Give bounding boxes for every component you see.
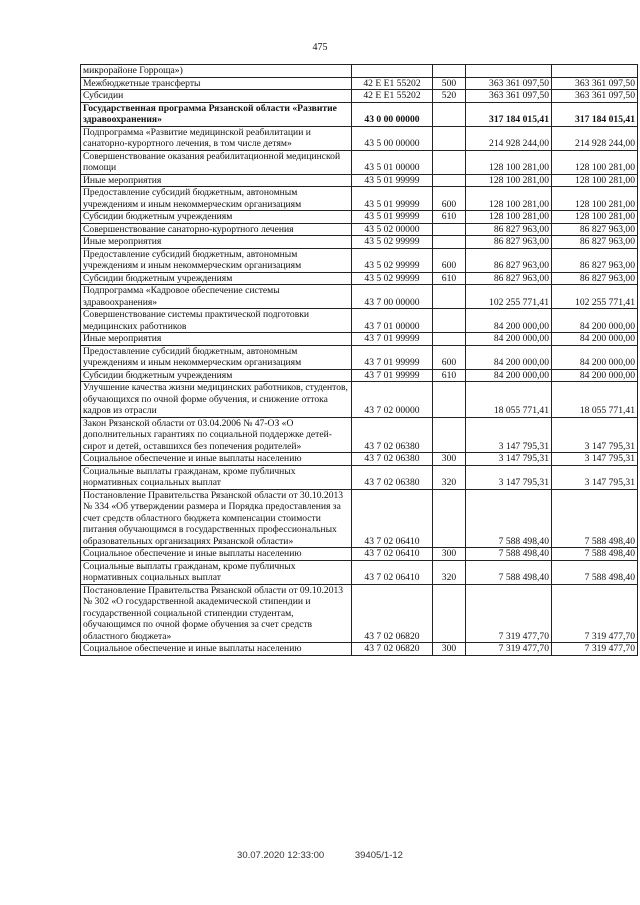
row-expense-type-cell	[433, 126, 466, 150]
row-code-cell	[352, 65, 433, 78]
row-code-cell: 43 7 01 99999	[352, 369, 433, 382]
budget-table-body	[81, 65, 638, 656]
row-name-cell: Субсидии бюджетным учреждениям	[81, 272, 352, 285]
row-name-cell: Государственная программа Рязанской области «Развитие здравоохранения»	[81, 102, 352, 126]
row-amount-cell: 128 100 281,00	[552, 174, 638, 187]
row-amount-cell: 214 928 244,00	[466, 126, 552, 150]
row-code-cell: 43 7 02 06380	[352, 417, 433, 453]
table-row	[81, 333, 638, 346]
row-amount-cell: 84 200 000,00	[466, 345, 552, 369]
row-amount-cell: 7 588 498,40	[466, 489, 552, 548]
row-code-cell: 43 7 02 06820	[352, 643, 433, 656]
table-row	[81, 369, 638, 382]
row-expense-type-cell: 600	[433, 187, 466, 211]
row-code-cell: 43 0 00 00000	[352, 102, 433, 126]
budget-table	[80, 64, 638, 656]
row-expense-type-cell	[433, 489, 466, 548]
row-name-cell: Предоставление субсидий бюджетным, автономным учреждениям и иным некоммерческим организациям	[81, 248, 352, 272]
row-name-cell: микрорайоне Горроща»)	[81, 65, 352, 78]
row-code-cell: 43 7 02 06410	[352, 489, 433, 548]
row-amount-cell: 86 827 963,00	[552, 236, 638, 249]
table-row	[81, 272, 638, 285]
row-name-cell: Подпрограмма «Развитие медицинской реабилитации и санаторно-курортного лечения, в том числе детям»	[81, 126, 352, 150]
row-amount-cell: 84 200 000,00	[552, 309, 638, 333]
row-name-cell: Социальное обеспечение и иные выплаты населению	[81, 548, 352, 561]
row-expense-type-cell: 300	[433, 453, 466, 466]
row-name-cell: Подпрограмма «Кадровое обеспечение системы здравоохранения»	[81, 285, 352, 309]
row-amount-cell: 7 588 498,40	[552, 548, 638, 561]
row-name-cell: Иные мероприятия	[81, 174, 352, 187]
table-row	[81, 643, 638, 656]
row-amount-cell: 86 827 963,00	[466, 223, 552, 236]
row-name-cell: Постановление Правительства Рязанской области от 09.10.2013 № 302 «О государственной академической стипендии и государственной социальной стипендии студентам, обучающимся по очной форме обучения за счет средств областного бюджета»	[81, 584, 352, 643]
row-expense-type-cell: 500	[433, 77, 466, 90]
row-expense-type-cell	[433, 150, 466, 174]
row-amount-cell: 7 588 498,40	[466, 560, 552, 584]
row-code-cell: 43 5 01 99999	[352, 174, 433, 187]
table-row	[81, 417, 638, 453]
row-amount-cell: 18 055 771,41	[466, 382, 552, 418]
row-expense-type-cell	[433, 309, 466, 333]
row-code-cell: 43 5 01 00000	[352, 150, 433, 174]
row-code-cell: 43 5 00 00000	[352, 126, 433, 150]
row-expense-type-cell	[433, 333, 466, 346]
row-name-cell: Предоставление субсидий бюджетным, автономным учреждениям и иным некоммерческим организациям	[81, 187, 352, 211]
row-amount-cell: 128 100 281,00	[552, 187, 638, 211]
table-row	[81, 382, 638, 418]
row-name-cell: Постановление Правительства Рязанской области от 30.10.2013 № 334 «Об утверждении размера и Порядка предоставления за счет средств областного бюджета компенсации стоимости питания обучающимся в государственных профессиональных образовательных организациях Рязанской области»	[81, 489, 352, 548]
page-number: 475	[312, 42, 328, 53]
row-amount-cell: 84 200 000,00	[552, 369, 638, 382]
table-row	[81, 236, 638, 249]
table-row	[81, 584, 638, 643]
table-row	[81, 187, 638, 211]
row-expense-type-cell	[433, 584, 466, 643]
row-expense-type-cell	[433, 65, 466, 78]
row-code-cell: 43 5 02 99999	[352, 248, 433, 272]
row-expense-type-cell: 300	[433, 643, 466, 656]
row-amount-cell: 317 184 015,41	[552, 102, 638, 126]
row-expense-type-cell	[433, 285, 466, 309]
row-expense-type-cell	[433, 102, 466, 126]
row-expense-type-cell: 320	[433, 560, 466, 584]
row-expense-type-cell: 600	[433, 345, 466, 369]
row-code-cell: 43 5 01 99999	[352, 187, 433, 211]
row-amount-cell: 128 100 281,00	[466, 174, 552, 187]
row-expense-type-cell: 320	[433, 465, 466, 489]
row-amount-cell: 3 147 795,31	[552, 453, 638, 466]
row-amount-cell: 363 361 097,50	[552, 90, 638, 103]
table-row	[81, 90, 638, 103]
row-amount-cell: 363 361 097,50	[552, 77, 638, 90]
row-amount-cell: 86 827 963,00	[466, 236, 552, 249]
row-code-cell: 43 7 02 00000	[352, 382, 433, 418]
row-name-cell: Совершенствование санаторно-курортного лечения	[81, 223, 352, 236]
row-name-cell: Социальное обеспечение и иные выплаты населению	[81, 643, 352, 656]
row-code-cell: 43 7 02 06820	[352, 584, 433, 643]
row-amount-cell: 86 827 963,00	[552, 248, 638, 272]
table-row	[81, 548, 638, 561]
row-amount-cell: 84 200 000,00	[552, 345, 638, 369]
row-amount-cell: 214 928 244,00	[552, 126, 638, 150]
row-expense-type-cell	[433, 223, 466, 236]
row-amount-cell: 128 100 281,00	[466, 187, 552, 211]
table-row	[81, 65, 638, 78]
row-code-cell: 43 7 02 06410	[352, 548, 433, 561]
row-name-cell: Предоставление субсидий бюджетным, автономным учреждениям и иным некоммерческим организациям	[81, 345, 352, 369]
row-amount-cell: 3 147 795,31	[552, 417, 638, 453]
row-amount-cell: 86 827 963,00	[552, 223, 638, 236]
row-name-cell: Совершенствование системы практической подготовки медицинских работников	[81, 309, 352, 333]
row-amount-cell: 102 255 771,41	[552, 285, 638, 309]
table-row	[81, 285, 638, 309]
row-amount-cell: 7 319 477,70	[466, 643, 552, 656]
row-expense-type-cell: 610	[433, 272, 466, 285]
table-row	[81, 489, 638, 548]
row-code-cell: 43 7 01 99999	[352, 333, 433, 346]
row-amount-cell: 128 100 281,00	[552, 150, 638, 174]
row-amount-cell: 317 184 015,41	[466, 102, 552, 126]
row-amount-cell: 84 200 000,00	[466, 333, 552, 346]
row-amount-cell: 84 200 000,00	[466, 369, 552, 382]
row-code-cell: 43 5 02 00000	[352, 223, 433, 236]
row-amount-cell	[466, 65, 552, 78]
table-row	[81, 453, 638, 466]
row-code-cell: 43 7 02 06380	[352, 465, 433, 489]
row-code-cell: 43 7 02 06410	[352, 560, 433, 584]
row-amount-cell: 128 100 281,00	[466, 150, 552, 174]
row-code-cell: 43 5 01 99999	[352, 211, 433, 224]
row-expense-type-cell	[433, 236, 466, 249]
row-expense-type-cell: 610	[433, 369, 466, 382]
row-amount-cell: 3 147 795,31	[466, 453, 552, 466]
table-row	[81, 248, 638, 272]
row-code-cell: 43 7 01 99999	[352, 345, 433, 369]
row-amount-cell: 128 100 281,00	[466, 211, 552, 224]
row-expense-type-cell: 300	[433, 548, 466, 561]
row-amount-cell: 128 100 281,00	[552, 211, 638, 224]
table-row	[81, 150, 638, 174]
row-name-cell: Закон Рязанской области от 03.04.2006 № 47-ОЗ «О дополнительных гарантиях по социальной поддержке детей-сирот и детей, оставшихся без попечения родителей»	[81, 417, 352, 453]
row-name-cell: Улучшение качества жизни медицинских работников, студентов, обучающихся по очной форме обучения, и снижение оттока кадров из отрасли	[81, 382, 352, 418]
row-amount-cell: 3 147 795,31	[466, 465, 552, 489]
row-amount-cell: 3 147 795,31	[552, 465, 638, 489]
row-name-cell: Иные мероприятия	[81, 333, 352, 346]
row-amount-cell: 86 827 963,00	[552, 272, 638, 285]
row-name-cell: Иные мероприятия	[81, 236, 352, 249]
table-row	[81, 102, 638, 126]
row-amount-cell: 7 588 498,40	[552, 489, 638, 548]
row-code-cell: 42 Е Е1 55202	[352, 77, 433, 90]
row-code-cell: 43 7 00 00000	[352, 285, 433, 309]
row-amount-cell: 363 361 097,50	[466, 90, 552, 103]
row-name-cell: Социальное обеспечение и иные выплаты населению	[81, 453, 352, 466]
table-row	[81, 211, 638, 224]
row-amount-cell: 18 055 771,41	[552, 382, 638, 418]
row-code-cell: 43 7 02 06380	[352, 453, 433, 466]
row-expense-type-cell: 600	[433, 248, 466, 272]
row-amount-cell: 7 319 477,70	[552, 643, 638, 656]
table-row	[81, 309, 638, 333]
row-expense-type-cell	[433, 174, 466, 187]
footer-datetime: 30.07.2020 12:33:00	[237, 850, 325, 861]
row-amount-cell	[552, 65, 638, 78]
row-amount-cell: 7 588 498,40	[552, 560, 638, 584]
row-expense-type-cell: 610	[433, 211, 466, 224]
row-amount-cell: 86 827 963,00	[466, 248, 552, 272]
row-code-cell: 43 5 02 99999	[352, 236, 433, 249]
row-code-cell: 43 7 01 00000	[352, 309, 433, 333]
row-amount-cell: 84 200 000,00	[466, 309, 552, 333]
row-amount-cell: 7 319 477,70	[466, 584, 552, 643]
row-amount-cell: 3 147 795,31	[466, 417, 552, 453]
row-name-cell: Совершенствование оказания реабилитационной медицинской помощи	[81, 150, 352, 174]
table-row	[81, 77, 638, 90]
row-amount-cell: 363 361 097,50	[466, 77, 552, 90]
row-name-cell: Социальные выплаты гражданам, кроме публичных нормативных социальных выплат	[81, 465, 352, 489]
row-amount-cell: 86 827 963,00	[466, 272, 552, 285]
table-row	[81, 223, 638, 236]
footer	[0, 850, 640, 861]
row-name-cell: Субсидии	[81, 90, 352, 103]
row-expense-type-cell	[433, 382, 466, 418]
row-expense-type-cell: 520	[433, 90, 466, 103]
table-row	[81, 174, 638, 187]
table-row	[81, 126, 638, 150]
row-amount-cell: 102 255 771,41	[466, 285, 552, 309]
row-name-cell: Социальные выплаты гражданам, кроме публичных нормативных социальных выплат	[81, 560, 352, 584]
table-row	[81, 465, 638, 489]
table-row	[81, 345, 638, 369]
row-amount-cell: 7 319 477,70	[552, 584, 638, 643]
row-amount-cell: 84 200 000,00	[552, 333, 638, 346]
table-row	[81, 560, 638, 584]
row-name-cell: Межбюджетные трансферты	[81, 77, 352, 90]
row-expense-type-cell	[433, 417, 466, 453]
row-code-cell: 43 5 02 99999	[352, 272, 433, 285]
footer-doc-id: 39405/1-12	[354, 850, 403, 861]
row-name-cell: Субсидии бюджетным учреждениям	[81, 211, 352, 224]
row-amount-cell: 7 588 498,40	[466, 548, 552, 561]
row-name-cell: Субсидии бюджетным учреждениям	[81, 369, 352, 382]
row-code-cell: 42 Е Е1 55202	[352, 90, 433, 103]
